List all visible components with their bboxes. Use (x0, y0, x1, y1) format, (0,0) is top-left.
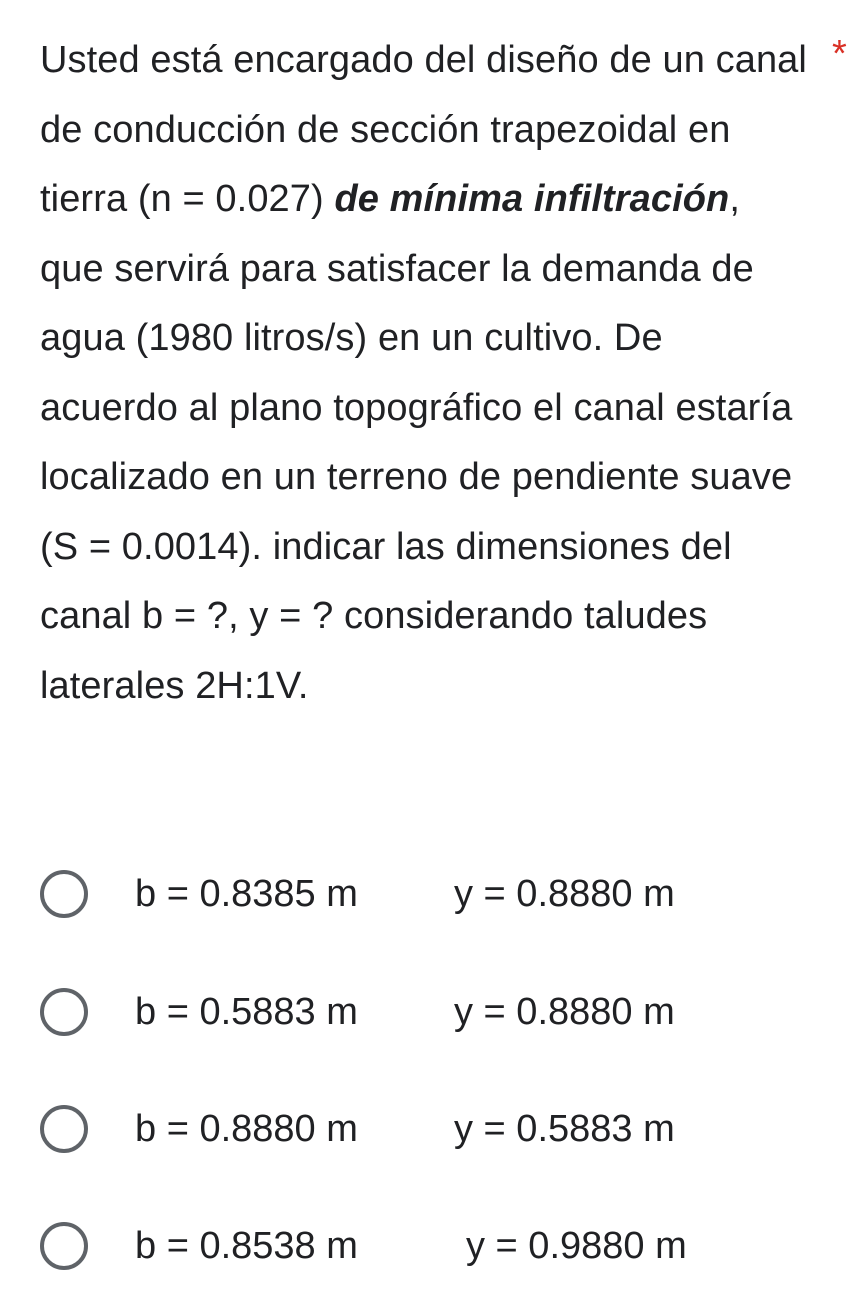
option-2-b-value: b = 0.5883 m (135, 991, 358, 1033)
option-2-y-value: y = 0.8880 m (454, 991, 675, 1033)
question-text-emphasis: de mínima infiltración (334, 178, 730, 220)
radio-unchecked-icon[interactable] (40, 988, 88, 1036)
radio-unchecked-icon[interactable] (40, 1105, 88, 1153)
option-4[interactable] (38, 1218, 778, 1282)
option-3-y-value: y = 0.5883 m (454, 1108, 675, 1150)
required-asterisk: * (832, 33, 847, 75)
option-2[interactable] (38, 984, 778, 1048)
option-1-y-value: y = 0.8880 m (454, 873, 675, 915)
option-4-y-value: y = 0.9880 m (466, 1225, 687, 1267)
question-text-part-2: , que servirá para satisfacer la demanda de agua (1980 litros/s) en un cultivo. De acuerdo al plano topográfico el canal estaría localizado en un terreno de pendiente suave (S = 0.0014). indicar las dimensiones del canal b = ?, y = ? considerando taludes laterales 2H:1V. (40, 178, 793, 707)
option-3-b-value: b = 0.8880 m (135, 1108, 358, 1150)
radio-unchecked-icon[interactable] (40, 870, 88, 918)
question-text-part-1: Usted está encargado del diseño de un canal de conducción de sección trapezoidal en tierra (n = 0.027) (40, 39, 807, 220)
option-1[interactable] (38, 866, 778, 930)
option-1-b-value: b = 0.8385 m (135, 873, 358, 915)
option-4-b-value: b = 0.8538 m (135, 1225, 358, 1267)
radio-unchecked-icon[interactable] (40, 1222, 88, 1270)
option-3[interactable] (38, 1101, 778, 1165)
